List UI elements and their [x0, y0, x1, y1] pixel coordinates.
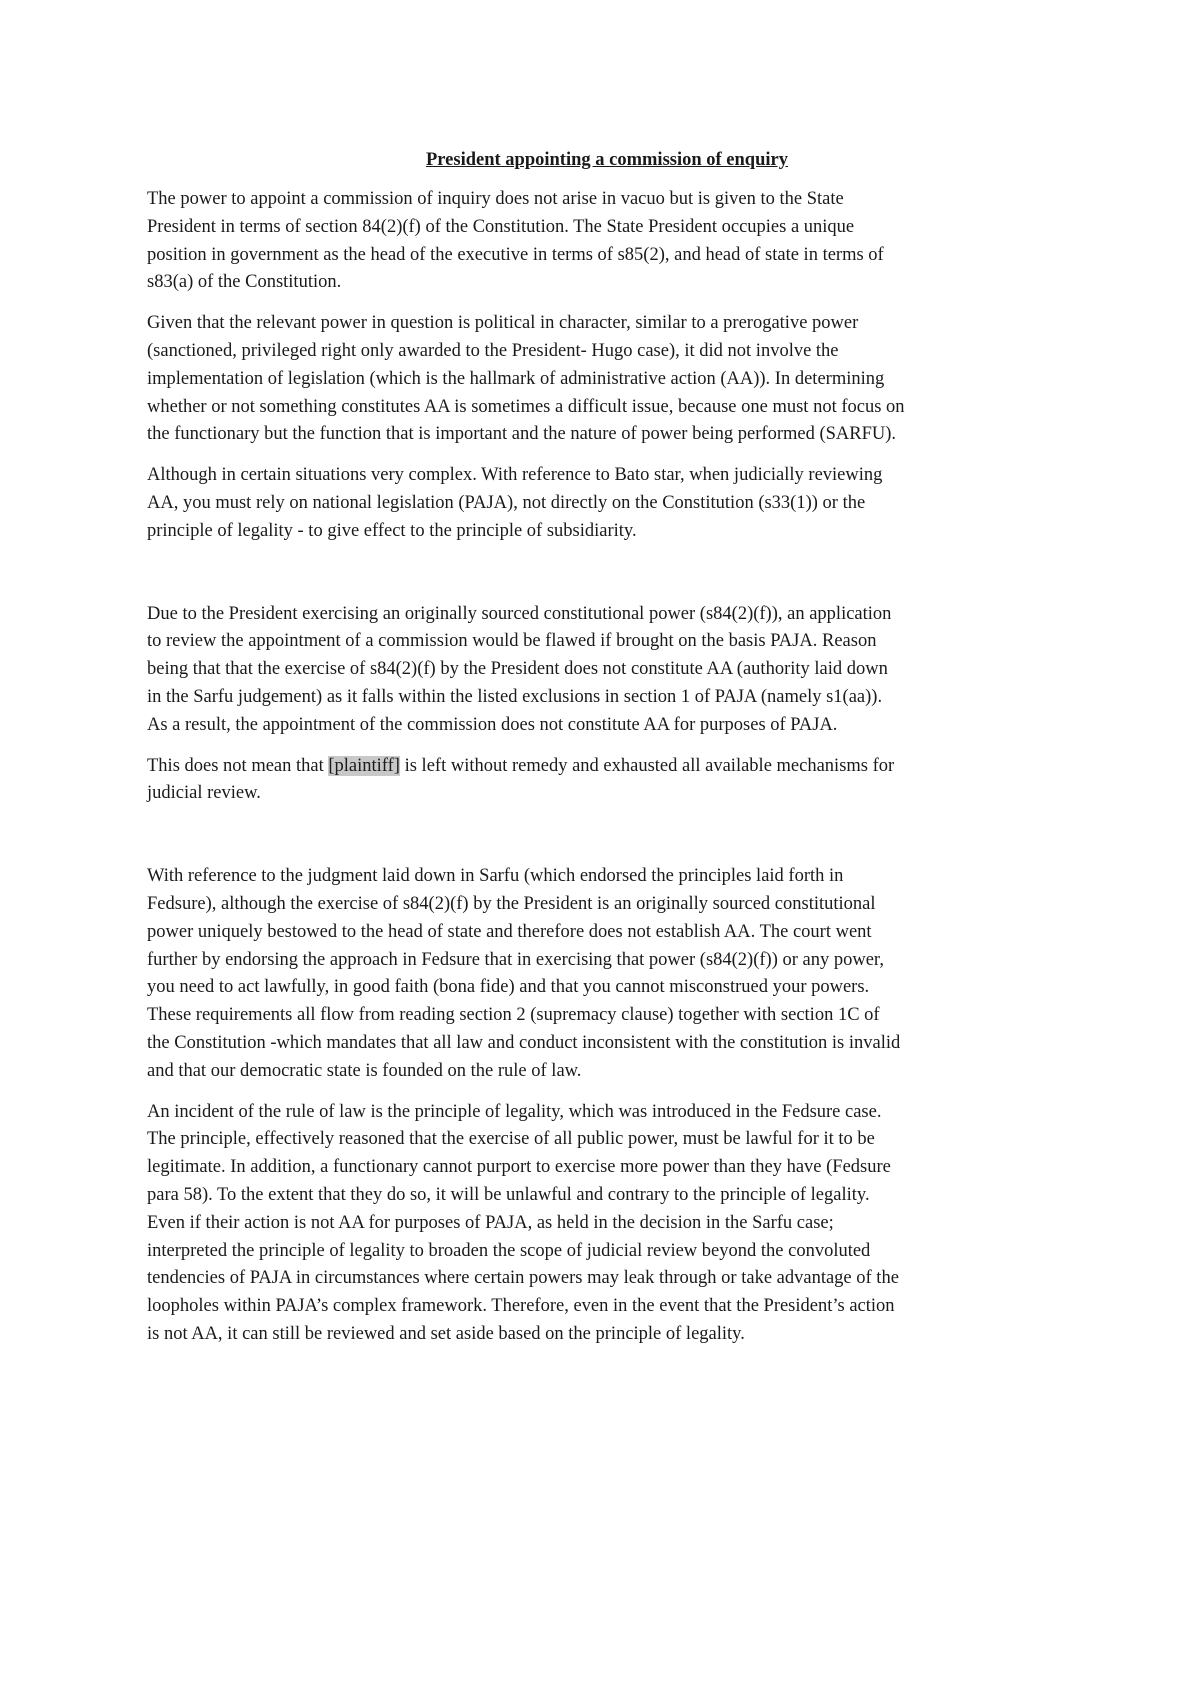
paragraph-line: and that our democratic state is founded on the rule of law. — [147, 1060, 582, 1081]
paragraph-line: President in terms of section 84(2)(f) of the Constitution. The State President occupies a unique — [147, 216, 855, 237]
paragraph-line: Although in certain situations very complex. With reference to Bato star, when judicially reviewing — [147, 465, 883, 486]
paragraph-line: With reference to the judgment laid down in Sarfu (which endorsed the principles laid forth in — [147, 866, 844, 887]
paragraph-line: s83(a) of the Constitution. — [147, 272, 342, 293]
paragraph-line: implementation of legislation (which is the hallmark of administrative action (AA)). In determining — [147, 368, 885, 389]
paragraph-line: The power to appoint a commission of inquiry does not arise in vacuo but is given to the State — [147, 189, 844, 209]
paragraph-line: principle of legality - to give effect to the principle of subsidiarity. — [147, 520, 637, 541]
paragraph-line: (sanctioned, privileged right only awarded to the President- Hugo case), it did not involve the — [147, 340, 839, 361]
paragraph-line — [147, 753, 1067, 781]
paragraph-line: whether or not something constitutes AA is sometimes a difficult issue, because one must not focus on — [147, 396, 905, 417]
paragraph-line: in the Sarfu judgement) as it falls within the listed exclusions in section 1 of PAJA (namely s1(aa)). — [147, 686, 883, 707]
paragraph-line: Even if their action is not AA for purposes of PAJA, as held in the decision in the Sarfu case; — [147, 1212, 834, 1233]
paragraph-line: Fedsure), although the exercise of s84(2)(f) by the President is an originally sourced constitutional — [147, 893, 876, 914]
paragraph-line: AA, you must rely on national legislation (PAJA), not directly on the Constitution (s33(1)) or the — [147, 492, 866, 513]
paragraph-line: legitimate. In addition, a functionary cannot purport to exercise more power than they have (Fedsure — [147, 1157, 891, 1178]
document-title: President appointing a commission of enquiry — [426, 150, 788, 170]
text-run: This does not mean that — [147, 755, 329, 776]
paragraph-line: The principle, effectively reasoned that the exercise of all public power, must be lawful for it to be — [147, 1129, 875, 1150]
blank-line — [147, 821, 1067, 863]
paragraph-line: to review the appointment of a commission would be flawed if brought on the basis PAJA. Reason — [147, 631, 877, 652]
paragraph-6 — [147, 863, 1067, 1085]
paragraph-line: Given that the relevant power in question is political in character, similar to a prerogative power — [147, 313, 859, 334]
paragraph-line: Due to the President exercising an originally sourced constitutional power (s84(2)(f)), an application — [147, 603, 892, 624]
paragraph-4 — [147, 601, 1067, 740]
paragraph-line: the Constitution -which mandates that all law and conduct inconsistent with the constitution is invalid — [147, 1032, 901, 1053]
paragraph-line: tendencies of PAJA in circumstances where certain powers may leak through or take advantage of the — [147, 1268, 899, 1289]
paragraph-7 — [147, 1099, 1067, 1349]
paragraph-line: further by endorsing the approach in Fedsure that in exercising that power (s84(2)(f)) or any power, — [147, 949, 884, 970]
document-page — [147, 140, 1067, 1362]
paragraph-line: being that that the exercise of s84(2)(f) by the President does not constitute AA (authority laid down — [147, 659, 888, 680]
paragraph-5 — [147, 753, 1067, 809]
paragraph-line: As a result, the appointment of the commission does not constitute AA for purposes of PAJA. — [147, 714, 838, 735]
paragraph-line: power uniquely bestowed to the head of state and therefore does not establish AA. The court went — [147, 921, 872, 942]
paragraph-line: An incident of the rule of law is the principle of legality, which was introduced in the Fedsure case. — [147, 1101, 882, 1122]
paragraph-line: judicial review. — [147, 783, 261, 804]
blank-line — [147, 559, 1067, 601]
paragraph-line: you need to act lawfully, in good faith (bona fide) and that you cannot misconstrued your powers. — [147, 977, 870, 998]
placeholder-highlight[interactable]: [plaintiff] — [328, 755, 400, 776]
paragraph-line: is not AA, it can still be reviewed and set aside based on the principle of legality. — [147, 1323, 745, 1344]
text-run: is left without remedy and exhausted all available mechanisms for — [399, 755, 895, 776]
paragraph-line: loopholes within PAJA’s complex framework. Therefore, even in the event that the President’s action — [147, 1296, 895, 1317]
paragraph-line: interpreted the principle of legality to broaden the scope of judicial review beyond the convoluted — [147, 1240, 871, 1261]
paragraph-2 — [147, 310, 1067, 449]
paragraph-line: the functionary but the function that is important and the nature of power being performed (SARFU). — [147, 424, 897, 445]
paragraph-line: These requirements all flow from reading section 2 (supremacy clause) together with section 1C of — [147, 1005, 880, 1026]
paragraph-3 — [147, 462, 1067, 545]
paragraph-1 — [147, 186, 1067, 297]
paragraph-line: position in government as the head of the executive in terms of s85(2), and head of state in terms of — [147, 244, 884, 265]
paragraph-line: para 58). To the extent that they do so, it will be unlawful and contrary to the principle of legality. — [147, 1184, 870, 1205]
